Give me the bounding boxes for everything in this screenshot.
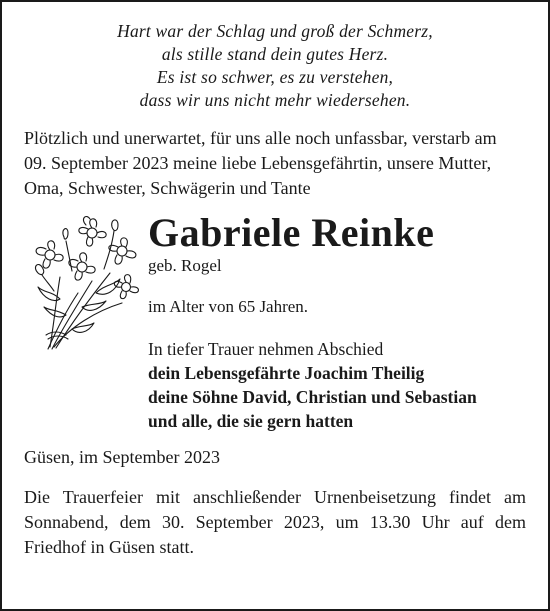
announcement-line: 09. September 2023 meine liebe Lebensgefährtin, unsere Mutter, bbox=[24, 153, 492, 173]
deceased-name: Gabriele Reinke bbox=[148, 210, 435, 255]
deceased-info bbox=[148, 211, 526, 433]
mourner-line: und alle, die sie gern hatten bbox=[148, 411, 354, 431]
funeral-line: Sonnabend, dem 30. September 2023, um 13.30 Uhr auf dem bbox=[24, 512, 526, 532]
mourner-line: deine Söhne David, Christian und Sebastian bbox=[148, 387, 477, 407]
funeral-notice bbox=[24, 485, 526, 560]
poem-line: dass wir uns nicht mehr wiedersehen. bbox=[139, 90, 411, 110]
mourner-line: dein Lebensgefährte Joachim Theilig bbox=[148, 363, 425, 383]
mourners-intro: In tiefer Trauer nehmen Abschied bbox=[148, 339, 384, 359]
poem bbox=[24, 20, 526, 112]
name-block bbox=[24, 211, 526, 437]
funeral-line: Die Trauerfeier mit anschließender Urnenbeisetzung findet am bbox=[24, 487, 526, 507]
flower-bouquet-icon bbox=[26, 211, 144, 351]
age-at-death: im Alter von 65 Jahren. bbox=[148, 297, 309, 316]
poem-line: Hart war der Schlag und groß der Schmerz, bbox=[117, 21, 433, 41]
funeral-line: Friedhof in Güsen statt. bbox=[24, 537, 194, 557]
birth-name: geb. Rogel bbox=[148, 256, 222, 275]
announcement-line: Plötzlich und unerwartet, für uns alle noch unfassbar, verstarb am bbox=[24, 128, 497, 148]
announcement-line: Oma, Schwester, Schwägerin und Tante bbox=[24, 178, 311, 198]
death-announcement bbox=[24, 126, 526, 201]
poem-line: als stille stand dein gutes Herz. bbox=[161, 44, 389, 64]
place-and-date: Güsen, im September 2023 bbox=[24, 447, 220, 467]
mourners-list bbox=[148, 337, 526, 433]
poem-line: Es ist so schwer, es zu verstehen, bbox=[156, 67, 394, 87]
